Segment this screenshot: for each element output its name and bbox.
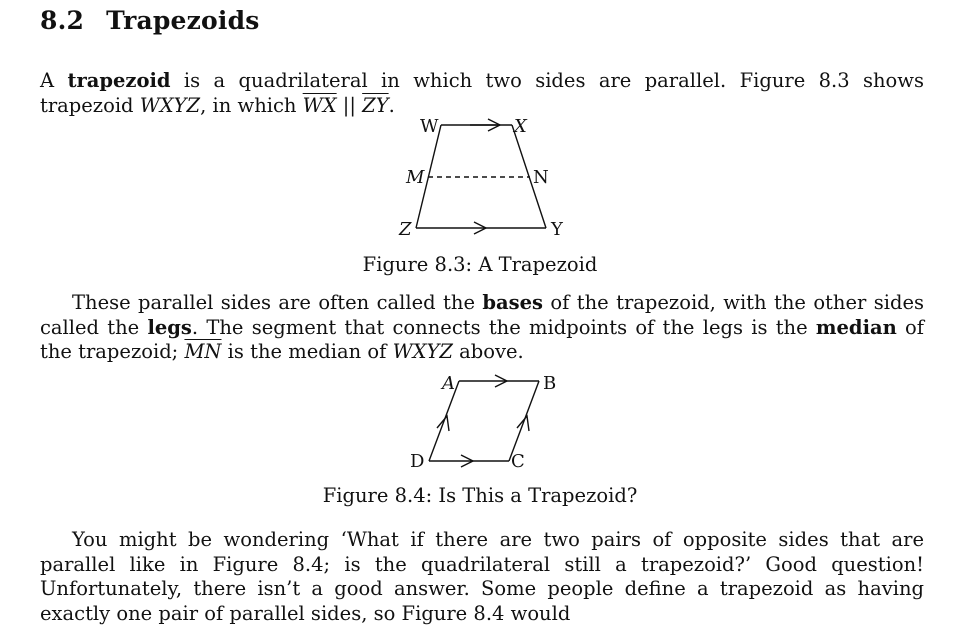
paragraph-two-pairs-question: You might be wondering ‘What if there are two pairs of opposite sides that are parallel like in Figure 8.4; is the quadrilateral still a trapezoid?’ Good question! Unfortunately, there isn’t a good answer. Some people define a trapezoid as having exactly one pair of parallel sides, so Figure 8.4 would [40,528,924,625]
term-trapezoid: trapezoid [67,69,171,92]
text-run: is a quadrilateral in which two sides are parallel. Figure 8.3 shows trapezoid [40,69,925,117]
text-run: of the trapezoid, with the other sides called the [40,291,924,339]
shape-name: WXYZ [392,340,453,363]
text-run: . [388,93,395,117]
text-run: is the median of [221,340,393,363]
label-b: B [543,373,557,394]
text-run: . The segment that connects the midpoints of the legs is the [191,315,816,339]
label-c: C [511,451,525,472]
shape-name: WXYZ [139,93,201,117]
label-y: Y [551,219,563,240]
segment-mn: $\overline{MN}$ [184,340,222,363]
text-run: above. [452,340,524,363]
label-w: W [420,116,439,137]
section-number: 8.2 [40,6,85,35]
text-run: , in which [200,93,303,117]
side-bc [509,381,539,461]
text-run: of the trapezoid; [40,315,924,363]
label-z: Z [399,219,412,240]
term-median: median [815,315,897,339]
label-n: N [533,167,549,188]
figure-caption-8-4: Figure 8.4: Is This a Trapezoid? [322,484,638,507]
label-m: M [406,167,425,188]
segment-wx: $\overline{WX}$ [302,93,337,117]
figure-caption-8-3: Figure 8.3: A Trapezoid [362,253,598,276]
label-d: D [410,451,425,472]
segment-zy: $\overline{ZY}$ [362,93,389,117]
parallel-symbol: || [336,93,363,117]
section-title: Trapezoids [106,6,260,35]
label-x: X [514,116,527,137]
term-legs: legs [147,315,192,339]
label-a: A [442,373,455,394]
text-run: These parallel sides are often called the [72,291,483,314]
term-bases: bases [482,291,544,314]
text-run: A [40,69,68,92]
